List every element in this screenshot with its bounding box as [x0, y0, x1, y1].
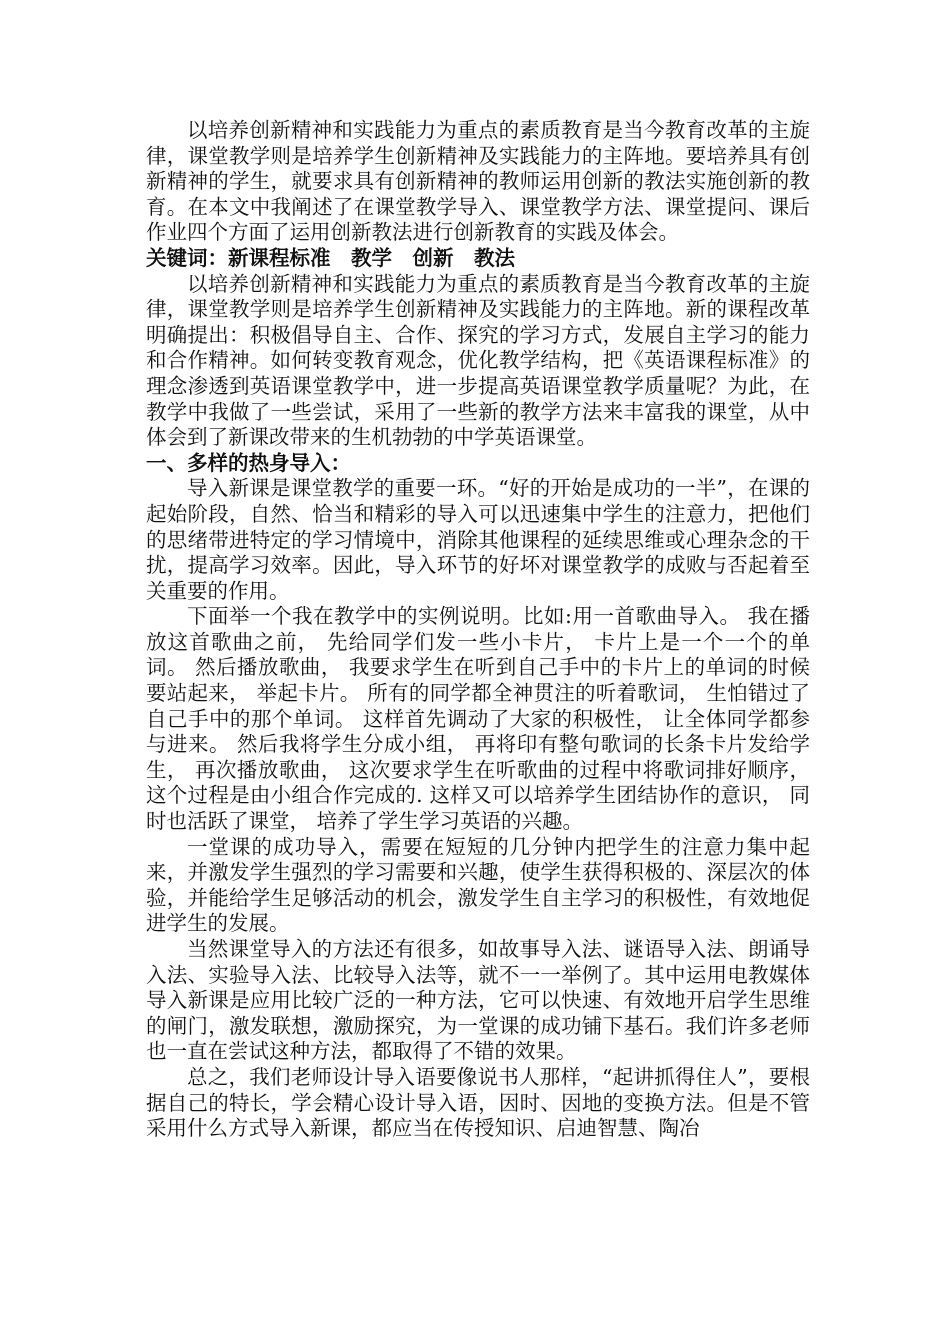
keywords-line: 关键词：新课程标准 教学 创新 教法 [146, 245, 515, 270]
abstract-paragraph: 以培养创新精神和实践能力为重点的素质教育是当今教育改革的主旋律，课堂教学则是培养学生创新精神及实践能力的主阵地。要培养具有创新精神的学生，就要求具有创新精神的教师运用创新的教法实施创新的教育。在本文中我阐述了在课堂教学导入、课堂教学方法、课堂提问、课后作业四个方面了运用创新教法进行创新教育的实践及体会。 [146, 118, 810, 245]
body-paragraph: 下面举一个我在教学中的实例说明。比如:用一首歌曲导入。 我在播放这首歌曲之前， 先给同学们发一些小卡片， 卡片上是一个一个的单词。 然后播放歌曲， 我要求学生在听到自己手中的卡片上的单词的时候要站起来， 举起卡片。 所有的同学都全神贯注的听着歌词， 生怕错过了自己手中的那个单词。 这样首先调动了大家的积极性， 让全体同学都参与进来。 然后我将学生分成小组， 再将印有整句歌词的长条卡片发给学生， 再次播放歌曲， 这次要求学生在听歌曲的过程中将歌词排好顺序，这个过程是由小组合作完成的. 这样又可以培养学生团结协作的意识， 同时也活跃了课堂， 培养了学生学习英语的兴趣。 [146, 604, 810, 834]
body-paragraph: 当然课堂导入的方法还有很多，如故事导入法、谜语导入法、朗诵导入法、实验导入法、比较导入法等，就不一一举例了。其中运用电教媒体导入新课是应用比较广泛的一种方法，它可以快速、有效地开启学生思维的闸门，激发联想，激励探究，为一堂课的成功铺下基石。我们许多老师也一直在尝试这种方法，都取得了不错的效果。 [146, 937, 810, 1064]
section-heading: 一、多样的热身导入： [146, 450, 351, 475]
intro-paragraph: 以培养创新精神和实践能力为重点的素质教育是当今教育改革的主旋律，课堂教学则是培养学生创新精神及实践能力的主阵地。新的课程改革明确提出：积极倡导自主、合作、探究的学习方式，发展自主学习的能力和合作精神。如何转变教育观念，优化教学结构，把《英语课程标准》的理念渗透到英语课堂教学中，进一步提高英语课堂教学质量呢？为此，在教学中我做了一些尝试，采用了一些新的教学方法来丰富我的课堂，从中体会到了新课改带来的生机勃勃的中学英语课堂。 [146, 271, 810, 450]
body-paragraph: 总之，我们老师设计导入语要像说书人那样，“起讲抓得住人”，要根据自己的特长，学会精心设计导入语，因时、因地的变换方法。但是不管采用什么方式导入新课，都应当在传授知识、启迪智慧、陶冶 [146, 1064, 810, 1141]
body-paragraph: 导入新课是课堂教学的重要一环。“好的开始是成功的一半”，在课的起始阶段，自然、恰当和精彩的导入可以迅速集中学生的注意力，把他们的思绪带进特定的学习情境中，消除其他课程的延续思维或心理杂念的干扰，提高学习效率。因此，导入环节的好坏对课堂教学的成败与否起着至关重要的作用。 [146, 476, 810, 603]
body-paragraph: 一堂课的成功导入，需要在短短的几分钟内把学生的注意力集中起来，并激发学生强烈的学习需要和兴趣，使学生获得积极的、深层次的体验，并能给学生足够活动的机会，激发学生自主学习的积极性，有效地促进学生的发展。 [146, 834, 810, 936]
document-page [146, 118, 810, 1142]
